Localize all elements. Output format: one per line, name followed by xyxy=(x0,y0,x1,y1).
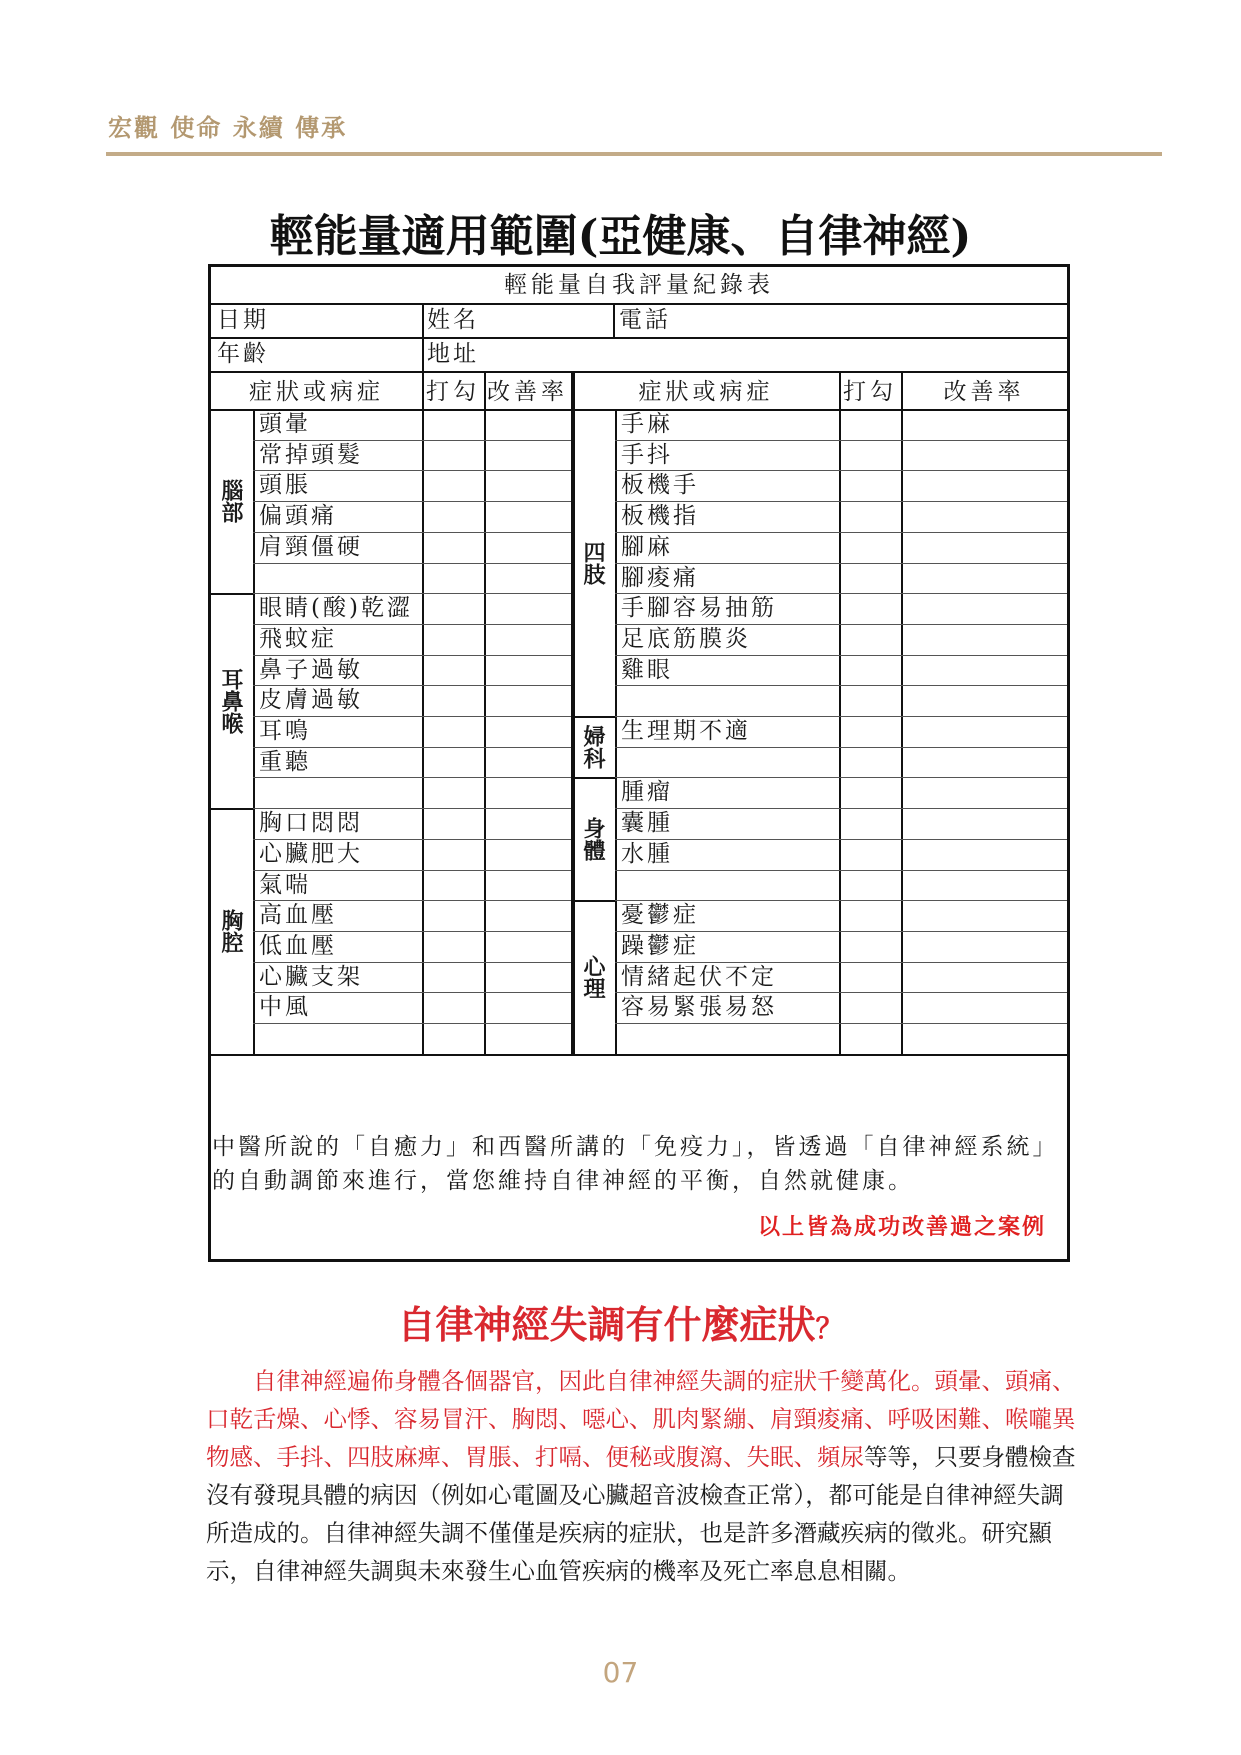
col-improvement-left: 改善率 xyxy=(487,379,568,405)
column-line xyxy=(422,371,424,1054)
symptom-right: 憂鬱症 xyxy=(621,902,699,929)
col-symptom-left: 症狀或病症 xyxy=(249,379,384,405)
symptom-left: 耳鳴 xyxy=(259,718,311,744)
column-line xyxy=(839,371,841,1054)
symptom-left: 胸口悶悶 xyxy=(259,810,363,837)
symptom-right: 腳痠痛 xyxy=(621,564,699,591)
symptom-left: 心臟肥大 xyxy=(259,840,363,867)
symptom-left: 肩頸僵硬 xyxy=(259,533,363,560)
category-divider xyxy=(573,777,615,779)
page-number: 07 xyxy=(602,1656,639,1689)
symptom-left: 常掉頭髮 xyxy=(259,441,363,468)
field-phone: 電話 xyxy=(619,307,671,333)
form-note-highlight: 以上皆為成功改善過之案例 xyxy=(757,1214,1046,1240)
symptom-right: 生理期不適 xyxy=(621,718,751,744)
row-line xyxy=(253,563,571,564)
col-improvement-right: 改善率 xyxy=(943,379,1025,405)
row-line xyxy=(615,1023,1067,1024)
col-check-right: 打勾 xyxy=(843,379,897,405)
col-symptom-right: 症狀或病症 xyxy=(638,379,774,405)
symptom-left: 高血壓 xyxy=(259,902,337,929)
section-title-mark: ？ xyxy=(815,1312,844,1345)
section-title-text: 自律神經失調有什麼症狀 xyxy=(397,1303,816,1347)
form-note: 中醫所說的「自癒力」和西醫所講的「免疫力」，皆透過「自律神經系統」的自動調節來進行，當您維持自律神經的平衡，自然就健康。 xyxy=(212,1134,1059,1194)
symptom-left: 鼻子過敏 xyxy=(259,656,363,683)
symptom-right: 足底筋膜炎 xyxy=(621,625,751,652)
info-divider xyxy=(211,337,1067,339)
category-left: 耳鼻喉 xyxy=(218,667,244,734)
header-divider xyxy=(106,152,1162,156)
symptom-left: 飛蚊症 xyxy=(259,625,337,652)
paragraph-black-text: 等等，只要身體檢查沒有發現具體的病因（例如心電圖及心臟超音波檢查正常），都可能是自律神經失調所造成的。自律神經失調不僅僅是疾病的症狀，也是許多潛藏疾病的徵兆。研究顯示，自律神經失調與未來發生心血管疾病的機率及死亡率息息相關。 xyxy=(206,1443,1076,1585)
category-divider xyxy=(211,593,253,595)
row-line xyxy=(615,870,1067,871)
symptom-right: 腫瘤 xyxy=(621,779,673,806)
info-vertical xyxy=(422,303,424,371)
row-line xyxy=(615,839,1067,840)
symptom-left: 重聽 xyxy=(259,748,311,775)
paragraph-red-text: 自律神經遍佈身體各個器官，因此自律神經失調的症狀千變萬化。頭暈、頭痛、口乾舌燥、心悸、容易冒汗、胸悶、噁心、肌肉緊繃、肩頸痠痛、呼吸困難、喉嚨異物感、手抖、四肢麻痺、胃脹、打嗝、便秘或腹瀉、失眠、頻尿 xyxy=(206,1367,1076,1471)
row-line xyxy=(615,777,1067,778)
symptom-left: 眼睛(酸)乾澀 xyxy=(259,595,413,622)
col-check-left: 打勾 xyxy=(426,379,480,405)
symptom-right: 水腫 xyxy=(621,840,673,867)
symptom-left: 偏頭痛 xyxy=(259,503,337,530)
category-right: 心理 xyxy=(580,954,606,999)
symptom-right: 容易緊張易怒 xyxy=(621,994,777,1021)
symptom-right: 雞眼 xyxy=(621,656,673,683)
symptom-right: 板機指 xyxy=(621,503,699,530)
row-line xyxy=(615,685,1067,686)
row-line xyxy=(615,808,1067,809)
symptom-left: 低血壓 xyxy=(259,932,337,959)
category-right: 婦科 xyxy=(580,724,606,769)
category-right: 身體 xyxy=(580,816,606,861)
symptom-left: 皮膚過敏 xyxy=(259,687,363,714)
row-line xyxy=(615,747,1067,748)
symptom-left: 心臟支架 xyxy=(259,963,363,990)
symptom-right: 板機手 xyxy=(621,472,699,499)
symptom-right: 手抖 xyxy=(621,441,673,468)
table-bottom xyxy=(211,1054,1067,1056)
page-title: 輕能量適用範圍(亞健康、自律神經) xyxy=(269,211,972,262)
section-paragraph xyxy=(206,1362,1086,1590)
form-heading: 輕能量自我評量紀錄表 xyxy=(211,267,1067,305)
symptom-right: 腳麻 xyxy=(621,533,673,560)
row-line xyxy=(615,655,1067,656)
symptom-left: 頭脹 xyxy=(259,472,311,499)
category-divider xyxy=(573,900,615,902)
column-line xyxy=(253,409,255,1054)
self-assessment-form xyxy=(208,264,1070,1262)
row-line xyxy=(615,440,1067,441)
field-address: 地址 xyxy=(427,341,479,367)
symptom-left: 氣喘 xyxy=(259,871,311,898)
section-title xyxy=(0,1294,1241,1349)
symptom-left: 中風 xyxy=(259,994,311,1021)
category-right: 四肢 xyxy=(580,540,606,585)
symptom-right: 手腳容易抽筋 xyxy=(621,595,777,622)
symptom-left: 頭暈 xyxy=(259,411,311,437)
symptom-right: 囊腫 xyxy=(621,810,673,837)
header-tagline: 宏觀 使命 永續 傳承 xyxy=(108,113,348,142)
symptom-right: 情緒起伏不定 xyxy=(621,963,777,990)
symptom-right: 躁鬱症 xyxy=(621,932,699,959)
row-line xyxy=(253,1023,571,1024)
column-line xyxy=(901,371,903,1054)
field-name: 姓名 xyxy=(427,307,479,333)
category-left: 胸腔 xyxy=(218,908,244,953)
row-line xyxy=(253,777,571,778)
field-age: 年齡 xyxy=(217,341,269,367)
row-line xyxy=(615,532,1067,533)
info-vertical xyxy=(613,303,615,337)
symptom-right: 手麻 xyxy=(621,411,673,437)
column-line xyxy=(484,371,486,1054)
category-left: 腦部 xyxy=(218,479,244,524)
category-divider xyxy=(211,808,253,810)
field-date: 日期 xyxy=(217,307,269,333)
column-line xyxy=(615,409,617,1054)
